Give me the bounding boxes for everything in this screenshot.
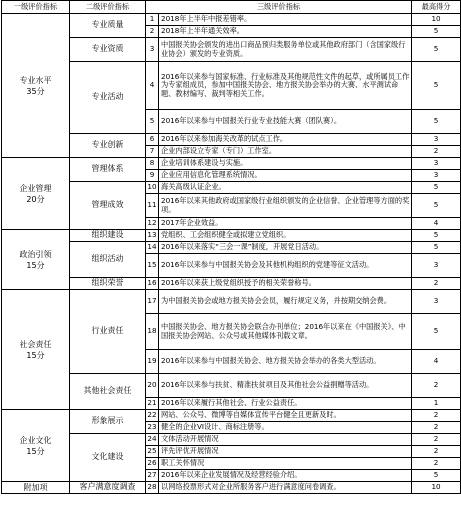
level2-indicator: 文化建设 xyxy=(70,434,146,482)
level3-indicator: 评先评优开展情况 xyxy=(159,446,412,458)
item-number: 4 xyxy=(146,62,159,110)
table-row xyxy=(2,134,461,146)
max-score: 5 xyxy=(412,26,461,38)
table-body xyxy=(2,14,461,494)
level2-indicator: 其他社会责任 xyxy=(70,374,146,410)
header-max-score: 最高得分 xyxy=(412,1,461,14)
level3-indicator: 2016年以来参与中国报关行业专业技能大赛（团队赛）。 xyxy=(159,110,412,134)
table-row xyxy=(2,482,461,494)
level2-indicator: 组织荣誉 xyxy=(70,278,146,290)
level3-indicator: 文体活动开展情况 xyxy=(159,434,412,446)
table-row xyxy=(2,14,461,26)
level2-indicator: 形象展示 xyxy=(70,410,146,434)
max-score: 2 xyxy=(412,410,461,422)
level2-indicator: 专业创新 xyxy=(70,134,146,158)
item-number: 14 xyxy=(146,242,159,254)
table-row xyxy=(2,230,461,242)
max-score: 5 xyxy=(412,314,461,350)
level2-indicator: 组织建设 xyxy=(70,230,146,242)
level2-indicator: 专业资质 xyxy=(70,38,146,62)
item-number: 25 xyxy=(146,446,159,458)
level1-indicator: 企业管理 20分 xyxy=(2,158,70,230)
item-number: 6 xyxy=(146,134,159,146)
max-score: 3 xyxy=(412,254,461,278)
level3-indicator: 2016年以来参加海关改革的试点工作。 xyxy=(159,134,412,146)
level1-indicator: 政治引领 15分 xyxy=(2,230,70,290)
max-score: 5 xyxy=(412,470,461,482)
level3-indicator: 2016年以来履行其他社会、行业公益责任。 xyxy=(159,398,412,410)
max-score: 5 xyxy=(412,110,461,134)
item-number: 2 xyxy=(146,26,159,38)
item-number: 12 xyxy=(146,218,159,230)
max-score: 5 xyxy=(412,62,461,110)
max-score: 5 xyxy=(412,242,461,254)
item-number: 18 xyxy=(146,314,159,350)
level2-indicator: 组织活动 xyxy=(70,242,146,278)
max-score: 4 xyxy=(412,350,461,374)
max-score: 3 xyxy=(412,134,461,146)
item-number: 1 xyxy=(146,14,159,26)
max-score: 3 xyxy=(412,158,461,170)
table-row xyxy=(2,434,461,446)
level1-indicator: 企业文化 15分 xyxy=(2,410,70,482)
item-number: 24 xyxy=(146,434,159,446)
level3-indicator: 海关高级认证企业。 xyxy=(159,182,412,194)
max-score: 2 xyxy=(412,374,461,398)
header-level2: 二级评价指标 xyxy=(70,1,146,14)
item-number: 28 xyxy=(146,482,159,494)
max-score: 10 xyxy=(412,14,461,26)
level3-indicator: 2018年上半年通关效率。 xyxy=(159,26,412,38)
table-row xyxy=(2,278,461,290)
item-number: 10 xyxy=(146,182,159,194)
level3-indicator: 中国报关协会、地方报关协会联合办刊单位；2016年以来在《中国报关》、中国报关协会网站、公众号或其他媒体刊载文章。 xyxy=(159,314,412,350)
item-number: 20 xyxy=(146,374,159,398)
level3-indicator: 2016年以来企业发展情况及经营经验介绍。 xyxy=(159,470,412,482)
level3-indicator: 2016年以来参与中国报关协会及其他机构组织的党建等征文活动。 xyxy=(159,254,412,278)
header-level1: 一级评价指标 xyxy=(2,1,70,14)
level2-indicator: 行业责任 xyxy=(70,290,146,374)
level3-indicator: 2016年以来参与中国报关协会、地方报关协会举办的各类大型活动。 xyxy=(159,350,412,374)
item-number: 3 xyxy=(146,38,159,62)
level3-indicator: 2016年以来参与扶贫、精准扶贫项目及其他社会公益捐赠等活动。 xyxy=(159,374,412,398)
max-score: 5 xyxy=(412,230,461,242)
level3-indicator: 2016年以来落实“三会一课”制度，开展党日活动。 xyxy=(159,242,412,254)
max-score: 1 xyxy=(412,398,461,410)
table-row xyxy=(2,290,461,314)
level3-indicator: 2016年以来参与国家标准、行业标准及其他规范性文件的起草，或所属员工作为专家组成员，参加中国报关协会、地方报关协会举办的大赛、水平测试命题、教材编写、裁判等相关工作。 xyxy=(159,62,412,110)
level2-indicator: 专业质量 xyxy=(70,14,146,38)
level3-indicator: 企业应用信息化管理系统情况。 xyxy=(159,170,412,182)
item-number: 11 xyxy=(146,194,159,218)
level3-indicator: 健全的企业VI设计、商标注册等。 xyxy=(159,422,412,434)
level3-indicator: 2016年以来获上级党组织授予的相关荣誉称号。 xyxy=(159,278,412,290)
max-score: 2 xyxy=(412,434,461,446)
table-row xyxy=(2,62,461,110)
table-row xyxy=(2,410,461,422)
max-score: 5 xyxy=(412,194,461,218)
max-score: 3 xyxy=(412,290,461,314)
level1-indicator: 附加项 xyxy=(2,482,70,494)
level3-indicator: 网站、公众号、微博等自媒体宣传平台健全且更新及时。 xyxy=(159,410,412,422)
max-score: 4 xyxy=(412,218,461,230)
max-score: 3 xyxy=(412,170,461,182)
level2-indicator: 专业活动 xyxy=(70,62,146,134)
max-score: 10 xyxy=(412,482,461,494)
level2-indicator: 客户满意度调查 xyxy=(70,482,146,494)
level3-indicator: 2018年上半年中报差错率。 xyxy=(159,14,412,26)
header-level3: 三级评价指标 xyxy=(146,1,412,14)
max-score: 2 xyxy=(412,458,461,470)
item-number: 13 xyxy=(146,230,159,242)
item-number: 19 xyxy=(146,350,159,374)
level3-indicator: 党组织、工会组织健全或拟建立党组织。 xyxy=(159,230,412,242)
max-score: 2 xyxy=(412,278,461,290)
item-number: 26 xyxy=(146,458,159,470)
table-row xyxy=(2,374,461,398)
table-row xyxy=(2,242,461,254)
item-number: 8 xyxy=(146,158,159,170)
max-score: 2 xyxy=(412,146,461,158)
level3-indicator: 为中国报关协会或地方报关协会会员，履行规定义务，并按期交纳会费。 xyxy=(159,290,412,314)
item-number: 5 xyxy=(146,110,159,134)
evaluation-table xyxy=(1,0,461,494)
level1-indicator: 社会责任 15分 xyxy=(2,290,70,410)
header-row xyxy=(2,1,461,14)
max-score: 2 xyxy=(412,422,461,434)
item-number: 22 xyxy=(146,410,159,422)
level3-indicator: 企业培训体系建设与实施。 xyxy=(159,158,412,170)
level3-indicator: 以网络投票形式对企业所服务客户进行满意度问卷调查。 xyxy=(159,482,412,494)
item-number: 16 xyxy=(146,278,159,290)
table-row xyxy=(2,182,461,194)
item-number: 9 xyxy=(146,170,159,182)
max-score: 5 xyxy=(412,182,461,194)
item-number: 7 xyxy=(146,146,159,158)
item-number: 27 xyxy=(146,470,159,482)
level3-indicator: 职工关怀情况 xyxy=(159,458,412,470)
level1-indicator: 专业水平 35分 xyxy=(2,14,70,158)
level3-indicator: 企业内部设立专家（专门）工作室。 xyxy=(159,146,412,158)
level3-indicator: 中国报关协会颁发的进出口商品预归类服务单位或其他政府部门（含国家级行业协会）颁发的专业资质。 xyxy=(159,38,412,62)
max-score: 2 xyxy=(412,446,461,458)
level2-indicator: 管理成效 xyxy=(70,182,146,230)
item-number: 15 xyxy=(146,254,159,278)
item-number: 23 xyxy=(146,422,159,434)
level3-indicator: 2017年企业效益。 xyxy=(159,218,412,230)
item-number: 21 xyxy=(146,398,159,410)
item-number: 17 xyxy=(146,290,159,314)
level2-indicator: 管理体系 xyxy=(70,158,146,182)
max-score: 5 xyxy=(412,38,461,62)
table-row xyxy=(2,38,461,62)
table-row xyxy=(2,158,461,170)
level3-indicator: 2016年以来其他政府或国家级行业组织颁发的企业信誉、企业管理等方面的奖项。 xyxy=(159,194,412,218)
